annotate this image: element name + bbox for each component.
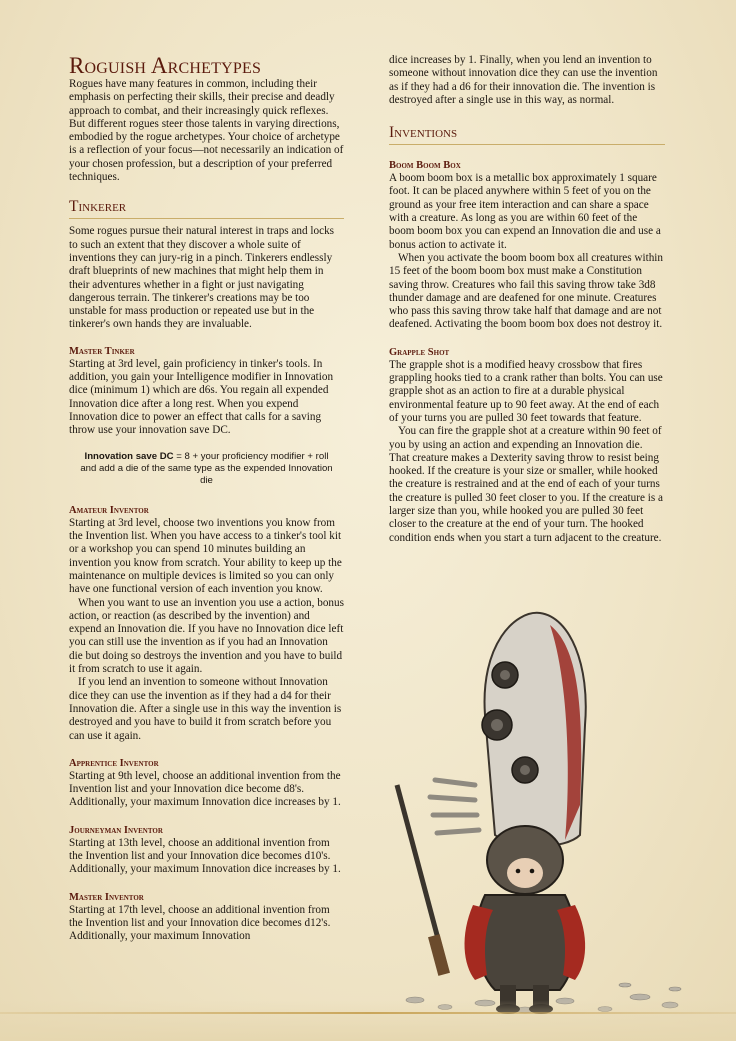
save-dc-label: Innovation save DC	[84, 450, 174, 462]
amateur-inventor-p1: Starting at 3rd level, choose two inventions you know from the Invention list. When you have access to a tinker's tool kit or a workshop you can spend 10 minutes building an invention you know from scratch. Your ability to keep up the maintenance on multiple devices is limited so you can only have one functional version of each invention you know.	[69, 516, 342, 596]
tinkerer-gnome-illustration	[375, 605, 705, 1030]
right-column	[389, 54, 665, 545]
grapple-shot-p2: You can fire the grapple shot at a creature within 90 feet of you by using an action and expending an Innovation die. That creature makes a Dexterity saving throw to resist being hooked. If the creature is your size or smaller, while hooked the creature is restrained and at the end of each of your turns the creature is pulled 30 feet closer to you. If the creature is a larger size than you, while hooked you are pulled 30 feet closer to the creature at the end of your turn. The hooked condition ends when you start a turn adjacent to the creature.	[389, 425, 663, 544]
amateur-inventor-p3: If you lend an invention to someone without Innovation dice they can use the invention as if they had a d4 for their Innovation die. After a single use in this way the invention is destroyed and you have to build it from scratch before you can use it again.	[69, 676, 342, 742]
grapple-shot-p1: The grapple shot is a modified heavy crossbow that fires grappling hooks tied to a crank rather than bolts. You can use grapple shot as an action to fire at a durable physical environmental feature up to 90 feet away. At the end of each of your turns you are pulled 30 feet towards that feature.	[389, 358, 663, 424]
apprentice-inventor-paragraph: Starting at 9th level, choose an additional invention from the Invention list and your Innovation dice become d8's. Additionally, your maximum Innovation dice increases by 1.	[69, 769, 341, 809]
master-tinker-heading: Master Tinker	[69, 345, 135, 357]
save-dc-text: = 8 + your proficiency modifier + roll and add a die of the same type as the expended Innovation die	[80, 450, 333, 487]
inventions-heading: Inventions	[389, 124, 665, 145]
page-title: Roguish Archetypes	[69, 53, 262, 78]
intro-paragraph: Rogues have many features in common, including their emphasis on perfecting their skills, their precise and deadly approach to combat, and their increasingly quick reflexes. But different rogues steer those talents in varying directions, embodied by the rogue archetypes. Your choice of archetype is a reflection of your focus—not necessarily an indication of your chosen profession, but a description of your preferred techniques.	[69, 78, 344, 184]
amateur-inventor-p2: When you want to use an invention you use a action, bonus action, or reaction (as described by the invention) and expend an Innovation die. If you have no Innovation dice left you can still use the invention as if you had an Innovation die but doing so destroys the invention and you have to build it from scratch to use it again.	[69, 596, 344, 676]
master-tinker-paragraph: Starting at 3rd level, gain proficiency in tinker's tools. In addition, you gain your Intelligence modifier in Innovation dice (minimum 1) which are d6s. You regain all expended Innovation dice after a long rest. When you expend Innovation dice to power an effect that calls for a saving throw use your innovation save DC.	[69, 357, 334, 437]
tinkerer-heading: Tinkerer	[69, 198, 344, 219]
journeyman-inventor-heading: Journeyman Inventor	[69, 824, 163, 836]
left-column	[69, 54, 344, 943]
save-dc-formula	[79, 451, 334, 488]
master-inventor-paragraph: Starting at 17th level, choose an additional invention from the Invention list and your Innovation dice becomes d12's. Additionally, your maximum Innovation	[69, 903, 331, 943]
master-inventor-heading: Master Inventor	[69, 891, 144, 903]
amateur-inventor-heading: Amateur Inventor	[69, 504, 149, 516]
boom-boom-box-p1: A boom boom box is a metallic box approximately 1 square foot. It can be placed anywhere within 5 feet of you on the ground as your free item interaction and can share a space with a creature. As long as you are within 60 feet of the boom boom box you can expend an Innovation die and use a bonus action to activate it.	[389, 172, 661, 251]
tinkerer-paragraph: Some rogues pursue their natural interest in traps and locks to such an extent that they discover a whole suite of inventions they can jury-rig in a pinch. Tinkerers endlessly draft blueprints of new machines that might help them in their adventures whether in a fight or just navigating dangerous terrain. The tinkerer's creations may be too unstable for mass production or repeated use but in the tinkerer's own hands they are invaluable.	[69, 225, 335, 331]
boom-boom-box-p2: When you activate the boom boom box all creatures within 15 feet of the boom boom box must make a Constitution saving throw. Creatures who fail this saving throw take 3d8 thunder damage and are deafened for one minute. Creatures who pass this saving throw take half that damage and are not deafened. Activating the boom boom box does not destroy it.	[389, 251, 664, 331]
grapple-shot-heading: Grapple Shot	[389, 346, 450, 358]
boom-boom-box-heading: Boom Boom Box	[389, 160, 461, 172]
journeyman-inventor-paragraph: Starting at 13th level, choose an additional invention from the Invention list and your Innovation dice becomes d10's. Additionally, your maximum Innovation dice increases by 1.	[69, 836, 341, 876]
apprentice-inventor-heading: Apprentice Inventor	[69, 757, 159, 769]
continuation-paragraph: dice increases by 1. Finally, when you lend an invention to someone without innovation dice they can use the invention as if they had a d6 for their innovation die. The invention is destroyed after a single use in this way, as normal.	[389, 54, 658, 106]
page-footer-band	[0, 1000, 736, 1041]
page-footer-rule	[0, 1012, 736, 1014]
